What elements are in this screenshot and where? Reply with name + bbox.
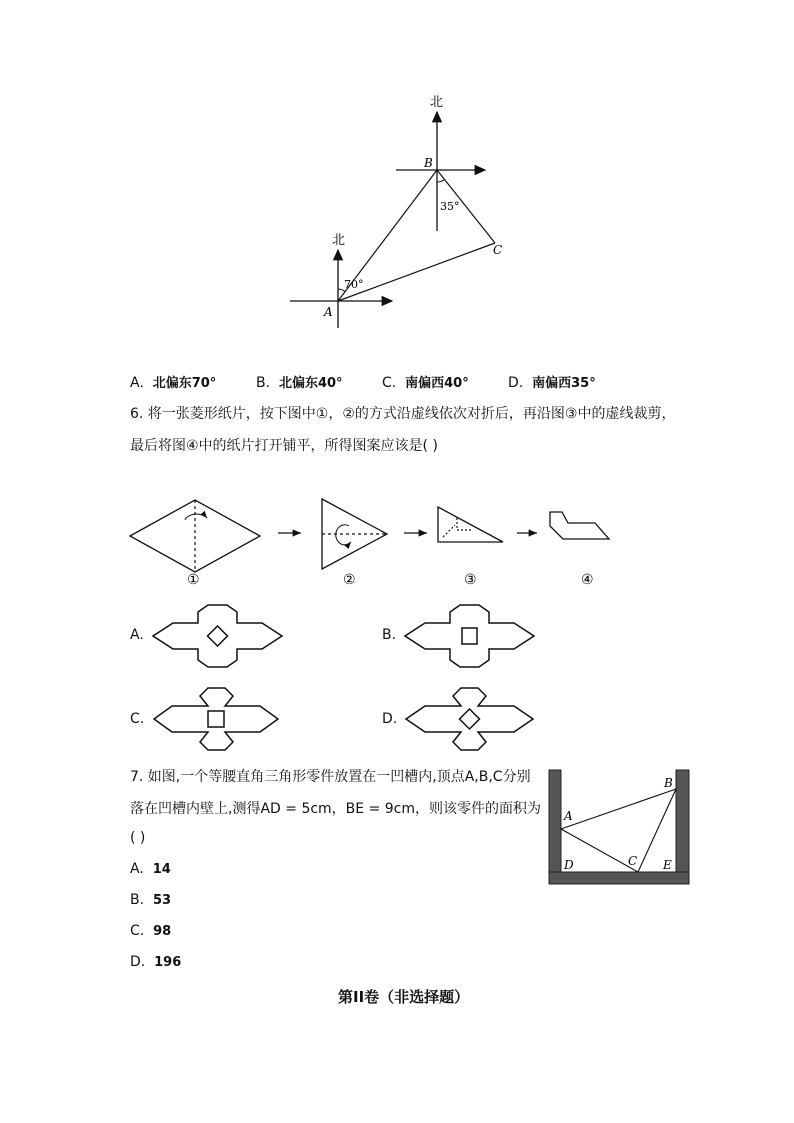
point-b-label: B xyxy=(424,156,433,170)
groove-point-a: A xyxy=(564,809,573,823)
q7-option-c: C. 98 xyxy=(130,923,172,939)
point-c-label: C xyxy=(493,243,503,257)
q6-option-b-pattern xyxy=(402,603,537,669)
q5-option-d: D. 南偏西35° xyxy=(508,375,596,391)
point-a-label: A xyxy=(324,305,333,319)
north-label-top: 北 xyxy=(430,95,444,110)
step-label-3: ③ xyxy=(464,572,477,588)
q6-option-c-label: C. xyxy=(130,711,145,727)
q5-option-a: A. 北偏东70° xyxy=(130,375,217,391)
q7-option-d: D. 196 xyxy=(130,954,182,970)
step-label-2: ② xyxy=(343,572,356,588)
q6-option-a-pattern xyxy=(150,603,285,669)
section-2-title: 第II卷（非选择题） xyxy=(338,988,470,1006)
q7-stem-line2: 落在凹槽内壁上,测得AD = 5cm，BE = 9cm，则该零件的面积为 xyxy=(130,801,542,817)
q7-stem-line3: ( ) xyxy=(130,830,146,846)
groove-point-b: B xyxy=(664,776,673,790)
q6-option-b-label: B. xyxy=(382,627,397,643)
q6-option-a-label: A. xyxy=(130,627,144,643)
q6-stem-line2: 最后将图④中的纸片打开铺平，所得图案应该是( ) xyxy=(130,438,438,454)
step-label-4: ④ xyxy=(581,572,594,588)
angle-a-label: 70° xyxy=(344,278,364,291)
q6-stem-line1: 6. 将一张菱形纸片，按下图中①，②的方式沿虚线依次对折后，再沿图③中的虚线裁剪， xyxy=(130,406,676,422)
q7-option-b: B. 53 xyxy=(130,892,172,908)
groove-figure xyxy=(546,768,692,888)
q7-stem-line1: 7. 如图,一个等腰直角三角形零件放置在一凹槽内,顶点A,B,C分别 xyxy=(130,769,531,785)
north-label-left: 北 xyxy=(332,233,346,248)
q6-option-d-pattern xyxy=(402,686,537,752)
angle-b-label: 35° xyxy=(440,200,460,213)
bearing-figure xyxy=(280,90,510,330)
q6-option-d-label: D. xyxy=(382,711,398,727)
step-label-1: ① xyxy=(187,572,200,588)
groove-point-c: C xyxy=(628,854,638,868)
q6-option-c-pattern xyxy=(150,686,282,752)
groove-point-d: D xyxy=(564,858,574,872)
folding-steps-figure xyxy=(125,492,625,592)
q5-option-c: C. 南偏西40° xyxy=(382,375,469,391)
q5-option-b: B. 北偏东40° xyxy=(256,375,343,391)
groove-point-e: E xyxy=(663,858,672,872)
q7-option-a: A. 14 xyxy=(130,861,171,877)
